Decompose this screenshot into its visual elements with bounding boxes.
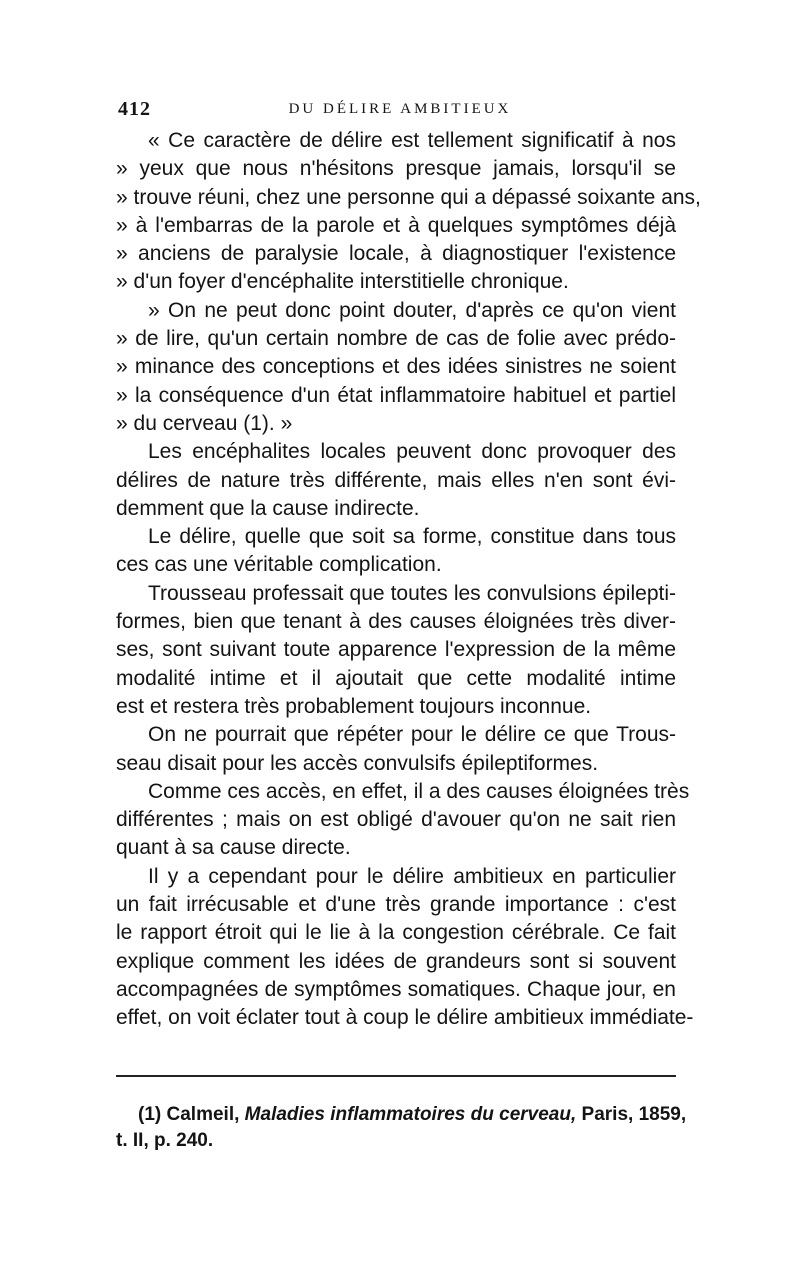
- footnote-marker: (1): [138, 1104, 162, 1125]
- text-line: Comme ces accès, en effet, il a des causes éloignées très: [148, 779, 690, 803]
- text-line: accompagnées de symptômes somatiques. Chaque jour, en: [116, 977, 676, 1001]
- text-line: seau disait pour les accès convulsifs épileptiformes.: [116, 751, 599, 775]
- paragraph: [116, 297, 676, 438]
- footnote: [116, 1102, 687, 1154]
- text-line: Trousseau professait que toutes les convulsions épilepti-: [148, 581, 676, 605]
- text-line: explique comment les idées de grandeurs sont si souvent: [116, 949, 676, 973]
- paragraph: [116, 721, 676, 778]
- text-line: » anciens de paralysie locale, à diagnostiquer l'existence: [116, 242, 676, 266]
- text-line: modalité intime et il ajoutait que cette modalité intime: [116, 666, 676, 690]
- text-line: ses, sont suivant toute apparence l'expression de la même: [116, 638, 676, 662]
- text-line: Le délire, quelle que soit sa forme, constitue dans tous: [148, 525, 676, 549]
- text-line: « Ce caractère de délire est tellement significatif à nos: [148, 129, 676, 152]
- text-line: ces cas une véritable complication.: [116, 553, 442, 577]
- footnote-author: Calmeil,: [166, 1104, 240, 1125]
- text-line: » On ne peut donc point douter, d'après ce qu'on vient: [148, 298, 676, 322]
- footnote-publication: Paris, 1859,: [581, 1104, 687, 1125]
- footnote-line: t. II, p. 240.: [116, 1130, 214, 1151]
- running-title: DU DÉLIRE AMBITIEUX: [288, 101, 512, 117]
- text-line: On ne pourrait que répéter pour le délire ce que Trous-: [148, 723, 676, 747]
- text-line: formes, bien que tenant à des causes éloignées très diver-: [116, 610, 676, 634]
- paragraph: [116, 778, 690, 863]
- footnote-work-title: Maladies inflammatoires du cerveau,: [244, 1104, 577, 1125]
- text-line: demment que la cause indirecte.: [116, 496, 420, 520]
- text-line: » d'un foyer d'encéphalite interstitielle chronique.: [116, 270, 569, 294]
- text-line: » yeux que nous n'hésitons presque jamais, lorsqu'il se: [116, 157, 676, 181]
- text-line: » minance des conceptions et des idées sinistres ne soient: [116, 355, 676, 379]
- page-number: 412: [118, 98, 151, 120]
- paragraph: [116, 127, 701, 297]
- text-line: délires de nature très différente, mais elles n'en sont évi-: [116, 468, 676, 492]
- text-line: est et restera très probablement toujours inconnue.: [116, 694, 592, 718]
- text-line: » à l'embarras de la parole et à quelques symptômes déjà: [116, 213, 676, 237]
- paragraph: [116, 863, 694, 1033]
- paragraph: [116, 580, 676, 721]
- text-line: » du cerveau (1). »: [116, 411, 293, 435]
- footnote-rule: [116, 1075, 676, 1077]
- text-line: » de lire, qu'un certain nombre de cas de folie avec prédo-: [116, 327, 676, 351]
- footnote-line: [116, 1102, 687, 1128]
- paragraph: [116, 523, 676, 580]
- text-line: quant à sa cause directe.: [116, 836, 351, 860]
- text-line: effet, on voit éclater tout à coup le délire ambitieux immédiate-: [116, 1006, 694, 1030]
- text-line: » la conséquence d'un état inflammatoire habituel et partiel: [116, 383, 676, 407]
- text-line: » trouve réuni, chez une personne qui a dépassé soixante ans,: [116, 185, 701, 209]
- text-line: Les encéphalites locales peuvent donc provoquer des: [148, 440, 676, 464]
- text-line: différentes ; mais on est obligé d'avouer qu'on ne sait rien: [116, 808, 676, 832]
- text-line: Il y a cependant pour le délire ambitieux en particulier: [148, 864, 676, 888]
- text-line: le rapport étroit qui le lie à la congestion cérébrale. Ce fait: [116, 921, 676, 945]
- body-text: [116, 127, 701, 1033]
- text-line: un fait irrécusable et d'une très grande importance : c'est: [116, 893, 676, 917]
- paragraph: [116, 438, 676, 523]
